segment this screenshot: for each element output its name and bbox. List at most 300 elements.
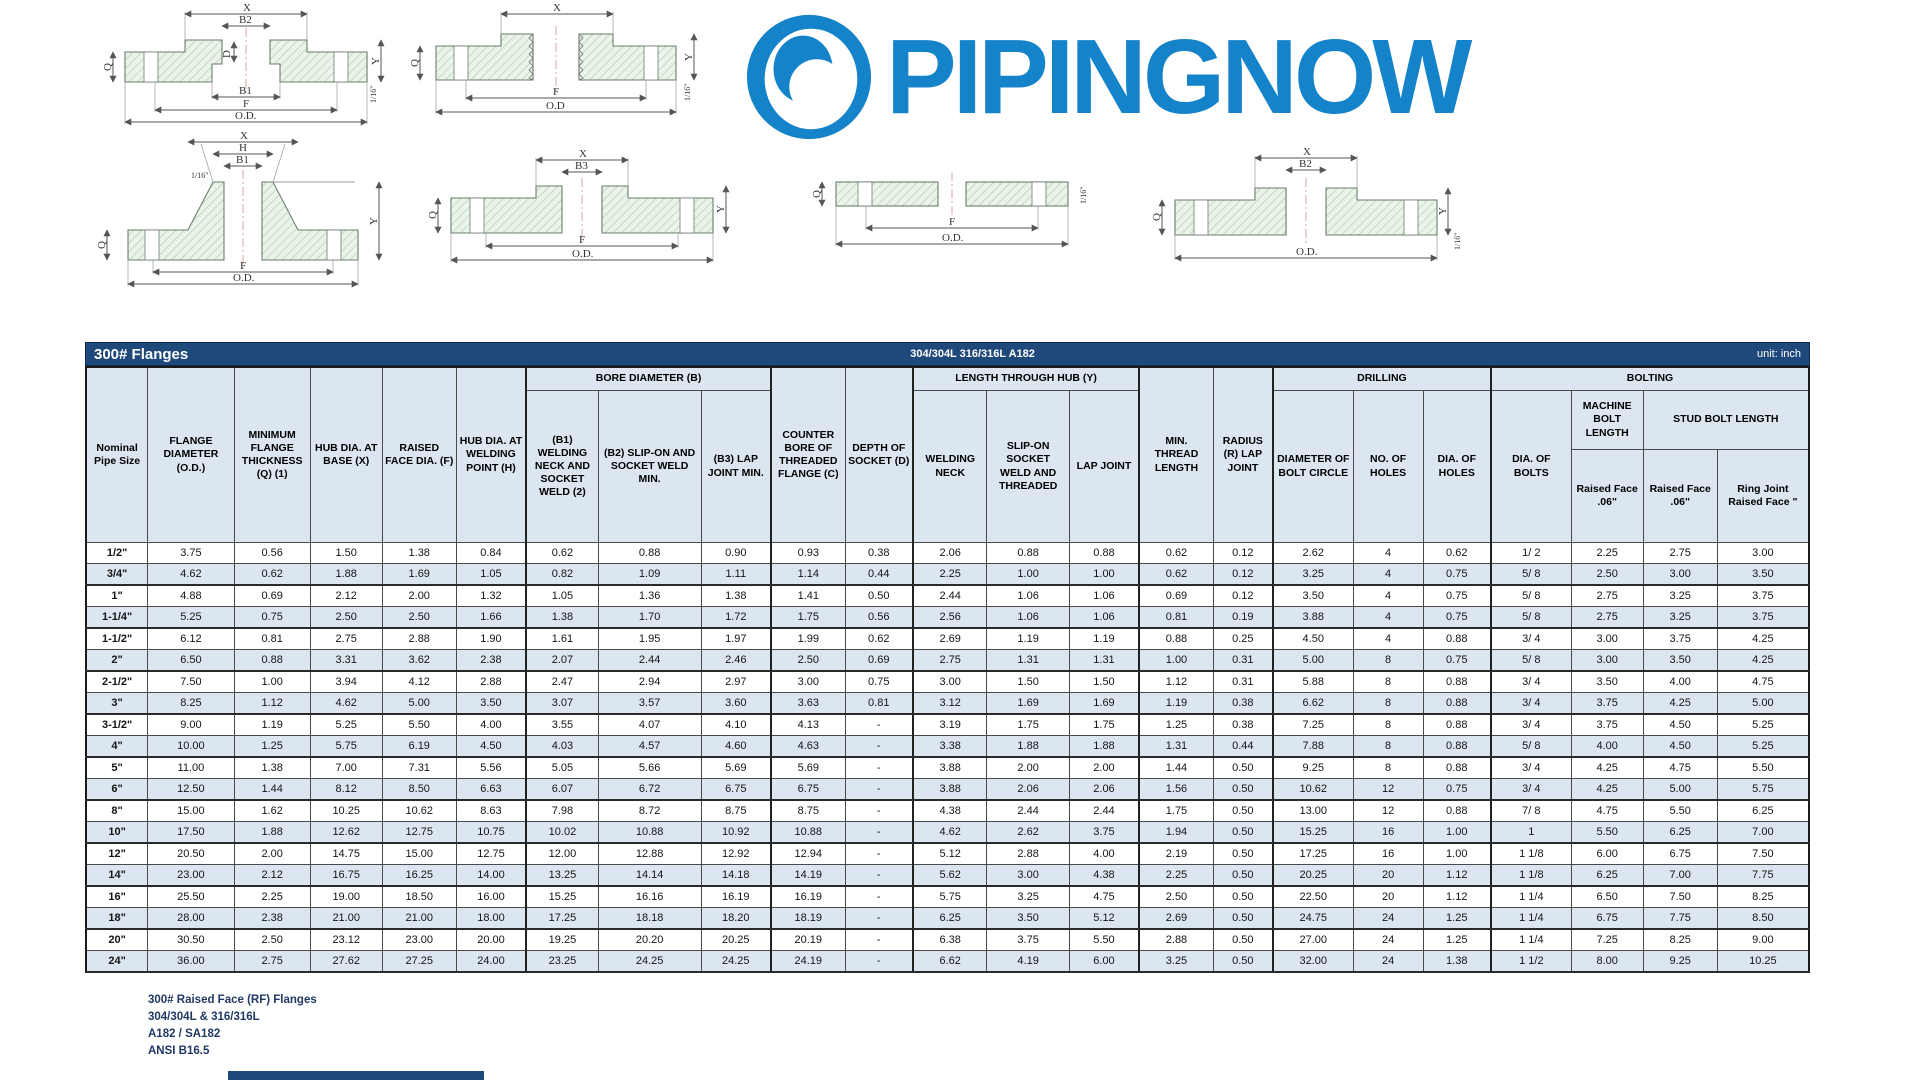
pipe-size-cell: 5" (86, 757, 148, 779)
value-cell: 18.20 (701, 908, 771, 930)
value-cell: 1 1/8 (1491, 865, 1571, 887)
value-cell: 2.88 (456, 671, 526, 693)
value-cell: 1.11 (701, 564, 771, 586)
value-cell: 10.88 (598, 822, 701, 844)
value-cell: 5.05 (526, 757, 598, 779)
value-cell: 1.75 (987, 714, 1069, 736)
value-cell: 0.81 (845, 693, 913, 715)
table-row (86, 929, 1809, 951)
dim-label: X (240, 130, 248, 142)
value-cell: 17.25 (1273, 843, 1353, 865)
value-cell: 4.62 (310, 693, 382, 715)
value-cell: 8.50 (1717, 908, 1809, 930)
value-cell: 4.12 (382, 671, 456, 693)
value-cell: 14.19 (771, 865, 845, 887)
value-cell: 3.00 (1571, 650, 1643, 672)
footer-line: ANSI B16.5 (148, 1045, 210, 1057)
value-cell: 6.50 (148, 650, 234, 672)
value-cell: 1.19 (987, 628, 1069, 650)
value-cell: - (845, 714, 913, 736)
value-cell: 0.56 (234, 543, 310, 564)
value-cell: 6.25 (1643, 822, 1717, 844)
value-cell: 7.31 (382, 757, 456, 779)
dim-label: F (243, 98, 250, 110)
value-cell: 8 (1353, 671, 1423, 693)
table-row (86, 650, 1809, 672)
value-cell: 8 (1353, 757, 1423, 779)
dim-label: X (579, 148, 587, 160)
col-header-no-holes: NO. OF HOLES (1353, 391, 1423, 543)
table-unit: unit: inch (1756, 348, 1801, 360)
dim-label: O.D. (1296, 246, 1318, 258)
pipe-size-cell: 14" (86, 865, 148, 887)
value-cell: 8.25 (1717, 886, 1809, 908)
value-cell: 4.25 (1643, 693, 1717, 715)
value-cell: - (845, 779, 913, 801)
value-cell: 1.32 (456, 585, 526, 607)
value-cell: 23.25 (526, 951, 598, 973)
flange-drawing-threaded (406, 0, 706, 126)
dim-label: X (243, 2, 251, 14)
value-cell: 10.25 (1717, 951, 1809, 973)
value-cell: 1.44 (234, 779, 310, 801)
col-header-b3: (B3) LAP JOINT MIN. (701, 391, 771, 543)
table-row (86, 714, 1809, 736)
value-cell: 1.19 (1139, 693, 1213, 715)
value-cell: 16.19 (701, 886, 771, 908)
value-cell: 32.00 (1273, 951, 1353, 973)
value-cell: 2.88 (987, 843, 1069, 865)
col-header-ring-joint-rf: Ring Joint Raised Face " (1717, 450, 1809, 543)
value-cell: 3.75 (1643, 628, 1717, 650)
value-cell: 1.90 (456, 628, 526, 650)
value-cell: 3/ 4 (1491, 671, 1571, 693)
table-row (86, 908, 1809, 930)
dim-label: Q (409, 59, 421, 67)
col-header-depth-socket: DEPTH OF SOCKET (D) (845, 367, 913, 543)
group-header-drilling: DRILLING (1273, 367, 1491, 391)
value-cell: 25.50 (148, 886, 234, 908)
value-cell: 3.94 (310, 671, 382, 693)
table-row (86, 671, 1809, 693)
value-cell: 1.05 (526, 585, 598, 607)
value-cell: 0.69 (845, 650, 913, 672)
value-cell: 7.00 (310, 757, 382, 779)
value-cell: 3.50 (1571, 671, 1643, 693)
value-cell: 1 (1491, 822, 1571, 844)
col-header-radius: RADIUS (R) LAP JOINT (1213, 367, 1273, 543)
flange-drawing-welding-neck (93, 126, 393, 290)
table-body (86, 543, 1809, 973)
pipe-size-cell: 8" (86, 800, 148, 822)
value-cell: 0.50 (1213, 757, 1273, 779)
col-header-b2: (B2) SLIP-ON AND SOCKET WELD MIN. (598, 391, 701, 543)
value-cell: 5/ 8 (1491, 585, 1571, 607)
value-cell: 8.25 (1643, 929, 1717, 951)
value-cell: 0.75 (845, 671, 913, 693)
col-header-stud-rf: Raised Face .06" (1643, 450, 1717, 543)
value-cell: 10.75 (456, 822, 526, 844)
value-cell: 16 (1353, 822, 1423, 844)
dim-label: F (553, 86, 560, 98)
value-cell: 7.88 (1273, 736, 1353, 758)
value-cell: 20.20 (598, 929, 701, 951)
value-cell: 2.00 (382, 585, 456, 607)
value-cell: 3.75 (148, 543, 234, 564)
value-cell: 2.94 (598, 671, 701, 693)
value-cell: 0.62 (526, 543, 598, 564)
value-cell: 27.00 (1273, 929, 1353, 951)
value-cell: 3.88 (913, 779, 987, 801)
value-cell: 3.75 (1571, 714, 1643, 736)
value-cell: 1.61 (526, 628, 598, 650)
value-cell: 0.12 (1213, 585, 1273, 607)
value-cell: 2.75 (1643, 543, 1717, 564)
value-cell: 1.14 (771, 564, 845, 586)
value-cell: 3/ 4 (1491, 757, 1571, 779)
value-cell: 13.25 (526, 865, 598, 887)
value-cell: 2.44 (987, 800, 1069, 822)
table-title-bar (85, 342, 1810, 366)
value-cell: 1/ 2 (1491, 543, 1571, 564)
dim-label: F (949, 216, 956, 228)
value-cell: 2.25 (234, 886, 310, 908)
table-row (86, 693, 1809, 715)
dim-label: Y (683, 53, 695, 61)
pipe-size-cell: 2-1/2" (86, 671, 148, 693)
value-cell: 10.62 (382, 800, 456, 822)
pipe-size-cell: 12" (86, 843, 148, 865)
value-cell: 1.88 (987, 736, 1069, 758)
value-cell: 4.00 (1571, 736, 1643, 758)
value-cell: 3.75 (987, 929, 1069, 951)
value-cell: 20 (1353, 865, 1423, 887)
value-cell: 1.00 (1423, 843, 1491, 865)
table-row (86, 757, 1809, 779)
value-cell: 6.75 (701, 779, 771, 801)
value-cell: 2.62 (987, 822, 1069, 844)
value-cell: 4.19 (987, 951, 1069, 973)
value-cell: 24.25 (701, 951, 771, 973)
value-cell: 19.00 (310, 886, 382, 908)
value-cell: 12.75 (382, 822, 456, 844)
value-cell: 16 (1353, 843, 1423, 865)
value-cell: 3.88 (1273, 607, 1353, 629)
value-cell: 3.25 (1139, 951, 1213, 973)
value-cell: 6.00 (1069, 951, 1139, 973)
value-cell: 0.84 (456, 543, 526, 564)
value-cell: 1.31 (987, 650, 1069, 672)
value-cell: 0.75 (1423, 779, 1491, 801)
value-cell: - (845, 800, 913, 822)
value-cell: 1.72 (701, 607, 771, 629)
value-cell: 18.18 (598, 908, 701, 930)
value-cell: 24 (1353, 908, 1423, 930)
value-cell: 5.00 (1643, 779, 1717, 801)
col-header-b1: (B1) WELDING NECK AND SOCKET WELD (2) (526, 391, 598, 543)
value-cell: 3.50 (1273, 585, 1353, 607)
value-cell: 14.14 (598, 865, 701, 887)
dim-label: Q (1151, 213, 1163, 221)
value-cell: 1.94 (1139, 822, 1213, 844)
value-cell: 6.75 (1571, 908, 1643, 930)
col-header-flange-dia: FLANGE DIAMETER (O.D.) (148, 367, 234, 543)
value-cell: 1.09 (598, 564, 701, 586)
value-cell: 2.38 (234, 908, 310, 930)
value-cell: 5.00 (1273, 650, 1353, 672)
value-cell: 21.00 (382, 908, 456, 930)
flange-spec-table (85, 342, 1810, 973)
value-cell: 0.31 (1213, 671, 1273, 693)
value-cell: 4.03 (526, 736, 598, 758)
col-header-welding-neck: WELDING NECK (913, 391, 987, 543)
value-cell: 5/ 8 (1491, 607, 1571, 629)
value-cell: 1.75 (1139, 800, 1213, 822)
value-cell: 7.98 (526, 800, 598, 822)
value-cell: 1.12 (234, 693, 310, 715)
pipe-size-cell: 1-1/4" (86, 607, 148, 629)
value-cell: 12 (1353, 800, 1423, 822)
value-cell: 0.31 (1213, 650, 1273, 672)
value-cell: 5.12 (1069, 908, 1139, 930)
value-cell: 5.12 (913, 843, 987, 865)
dim-label: B1 (239, 85, 252, 97)
flange-drawing-slip-on (426, 148, 738, 266)
value-cell: 7.25 (1273, 714, 1353, 736)
value-cell: 5.69 (771, 757, 845, 779)
value-cell: 4.50 (1643, 736, 1717, 758)
value-cell: 3.12 (913, 693, 987, 715)
pipe-size-cell: 6" (86, 779, 148, 801)
value-cell: 4.38 (1069, 865, 1139, 887)
value-cell: 1.75 (771, 607, 845, 629)
value-cell: 5.00 (382, 693, 456, 715)
value-cell: 8 (1353, 693, 1423, 715)
value-cell: 20.25 (701, 929, 771, 951)
value-cell: 8.75 (771, 800, 845, 822)
value-cell: 3.25 (987, 886, 1069, 908)
value-cell: 1.38 (382, 543, 456, 564)
value-cell: 20.00 (456, 929, 526, 951)
dim-label: O.D. (572, 248, 594, 260)
value-cell: 3.57 (598, 693, 701, 715)
value-cell: 6.25 (1717, 800, 1809, 822)
value-cell: 0.75 (234, 607, 310, 629)
value-cell: 0.75 (1423, 585, 1491, 607)
value-cell: 3.75 (1069, 822, 1139, 844)
value-cell: 0.50 (1213, 886, 1273, 908)
value-cell: 0.50 (1213, 908, 1273, 930)
value-cell: 22.50 (1273, 886, 1353, 908)
value-cell: 3/ 4 (1491, 693, 1571, 715)
value-cell: 5.75 (310, 736, 382, 758)
col-header-dia-holes: DIA. OF HOLES (1423, 391, 1491, 543)
value-cell: 1 1/4 (1491, 929, 1571, 951)
table-row (86, 628, 1809, 650)
value-cell: 1.99 (771, 628, 845, 650)
value-cell: 4.88 (148, 585, 234, 607)
dim-label: O.D. (233, 272, 255, 284)
dim-label: Q (96, 241, 108, 249)
value-cell: 3.25 (1273, 564, 1353, 586)
value-cell: 2.12 (310, 585, 382, 607)
value-cell: 1.62 (234, 800, 310, 822)
value-cell: 1.05 (456, 564, 526, 586)
dim-label: 1/16" (1453, 232, 1462, 250)
value-cell: 1.00 (1423, 822, 1491, 844)
pipe-size-cell: 1-1/2" (86, 628, 148, 650)
value-cell: 0.38 (1213, 693, 1273, 715)
value-cell: 12.00 (526, 843, 598, 865)
value-cell: 4.25 (1717, 628, 1809, 650)
value-cell: 8.12 (310, 779, 382, 801)
value-cell: 0.44 (1213, 736, 1273, 758)
value-cell: 20.19 (771, 929, 845, 951)
value-cell: 24 (1353, 929, 1423, 951)
pipe-size-cell: 2" (86, 650, 148, 672)
pipe-size-cell: 16" (86, 886, 148, 908)
value-cell: 0.81 (1139, 607, 1213, 629)
table-row (86, 865, 1809, 887)
value-cell: 6.25 (1571, 865, 1643, 887)
value-cell: 3/ 4 (1491, 779, 1571, 801)
value-cell: 12 (1353, 779, 1423, 801)
value-cell: 12.92 (701, 843, 771, 865)
dim-label: Y (370, 57, 382, 65)
value-cell: 2.44 (913, 585, 987, 607)
value-cell: 3.25 (1643, 585, 1717, 607)
value-cell: 5.66 (598, 757, 701, 779)
value-cell: 6.75 (1643, 843, 1717, 865)
value-cell: 4.75 (1069, 886, 1139, 908)
value-cell: 2.06 (1069, 779, 1139, 801)
value-cell: 9.00 (1717, 929, 1809, 951)
value-cell: 2.44 (598, 650, 701, 672)
col-header-hub-base: HUB DIA. AT BASE (X) (310, 367, 382, 543)
value-cell: 0.50 (845, 585, 913, 607)
value-cell: 7.50 (1643, 886, 1717, 908)
value-cell: 4.25 (1717, 650, 1809, 672)
value-cell: 10.25 (310, 800, 382, 822)
value-cell: 4.50 (1643, 714, 1717, 736)
value-cell: 5.25 (148, 607, 234, 629)
value-cell: 4 (1353, 585, 1423, 607)
value-cell: 1.88 (310, 564, 382, 586)
value-cell: 2.38 (456, 650, 526, 672)
value-cell: 0.50 (1213, 929, 1273, 951)
value-cell: 3.31 (310, 650, 382, 672)
group-header-machine-bolt: MACHINE BOLT LENGTH (1571, 391, 1643, 450)
value-cell: - (845, 929, 913, 951)
value-cell: 1.38 (1423, 951, 1491, 973)
value-cell: 7.75 (1643, 908, 1717, 930)
value-cell: 4.10 (701, 714, 771, 736)
value-cell: 0.62 (1423, 543, 1491, 564)
table-row (86, 585, 1809, 607)
dim-label: O.D. (235, 110, 257, 122)
value-cell: 27.62 (310, 951, 382, 973)
value-cell: 5.88 (1273, 671, 1353, 693)
table-row (86, 736, 1809, 758)
value-cell: 5.56 (456, 757, 526, 779)
table-row (86, 886, 1809, 908)
value-cell: 23.00 (148, 865, 234, 887)
value-cell: 0.88 (1423, 800, 1491, 822)
value-cell: 0.88 (1423, 671, 1491, 693)
table-row (86, 543, 1809, 564)
dim-label: O.D (546, 100, 565, 112)
value-cell: 3.50 (1717, 564, 1809, 586)
value-cell: 20 (1353, 886, 1423, 908)
value-cell: 3/ 4 (1491, 628, 1571, 650)
value-cell: 7.50 (1717, 843, 1809, 865)
value-cell: 2.44 (1069, 800, 1139, 822)
value-cell: 1.44 (1139, 757, 1213, 779)
value-cell: 15.00 (382, 843, 456, 865)
group-header-bore: BORE DIAMETER (B) (526, 367, 771, 391)
value-cell: 1.06 (987, 607, 1069, 629)
value-cell: 3.75 (1571, 693, 1643, 715)
value-cell: 14.18 (701, 865, 771, 887)
col-header-dia-bolts: DIA. OF BOLTS (1491, 391, 1571, 543)
value-cell: 4.00 (1069, 843, 1139, 865)
value-cell: 2.50 (310, 607, 382, 629)
value-cell: 0.88 (1069, 543, 1139, 564)
pipe-size-cell: 4" (86, 736, 148, 758)
value-cell: - (845, 908, 913, 930)
value-cell: 0.44 (845, 564, 913, 586)
dim-label: F (579, 234, 586, 246)
value-cell: 0.50 (1213, 951, 1273, 973)
value-cell: 6.19 (382, 736, 456, 758)
value-cell: 2.75 (913, 650, 987, 672)
value-cell: 5.50 (1571, 822, 1643, 844)
value-cell: 0.93 (771, 543, 845, 564)
value-cell: 4.07 (598, 714, 701, 736)
value-cell: 2.88 (1139, 929, 1213, 951)
value-cell: 5.50 (1069, 929, 1139, 951)
value-cell: 7.75 (1717, 865, 1809, 887)
value-cell: 0.62 (234, 564, 310, 586)
value-cell: 21.00 (310, 908, 382, 930)
value-cell: 7.25 (1571, 929, 1643, 951)
value-cell: 2.88 (382, 628, 456, 650)
value-cell: 20.25 (1273, 865, 1353, 887)
value-cell: 4.62 (913, 822, 987, 844)
value-cell: 5.75 (1717, 779, 1809, 801)
value-cell: 0.88 (1423, 693, 1491, 715)
value-cell: 0.69 (1139, 585, 1213, 607)
dim-label: Q (811, 190, 823, 198)
dim-label: 1/16" (1079, 186, 1088, 204)
col-header-raised-face: RAISED FACE DIA. (F) (382, 367, 456, 543)
value-cell: 14.00 (456, 865, 526, 887)
value-cell: 4.00 (456, 714, 526, 736)
value-cell: 10.02 (526, 822, 598, 844)
pipe-size-cell: 1/2" (86, 543, 148, 564)
value-cell: 8.72 (598, 800, 701, 822)
dim-label: 1/16" (191, 171, 209, 180)
col-header-machine-rf: Raised Face .06" (1571, 450, 1643, 543)
value-cell: 3.60 (701, 693, 771, 715)
table-row (86, 564, 1809, 586)
value-cell: 10.62 (1273, 779, 1353, 801)
value-cell: 1.19 (1069, 628, 1139, 650)
value-cell: 10.00 (148, 736, 234, 758)
value-cell: 27.25 (382, 951, 456, 973)
value-cell: 6.72 (598, 779, 701, 801)
value-cell: - (845, 865, 913, 887)
